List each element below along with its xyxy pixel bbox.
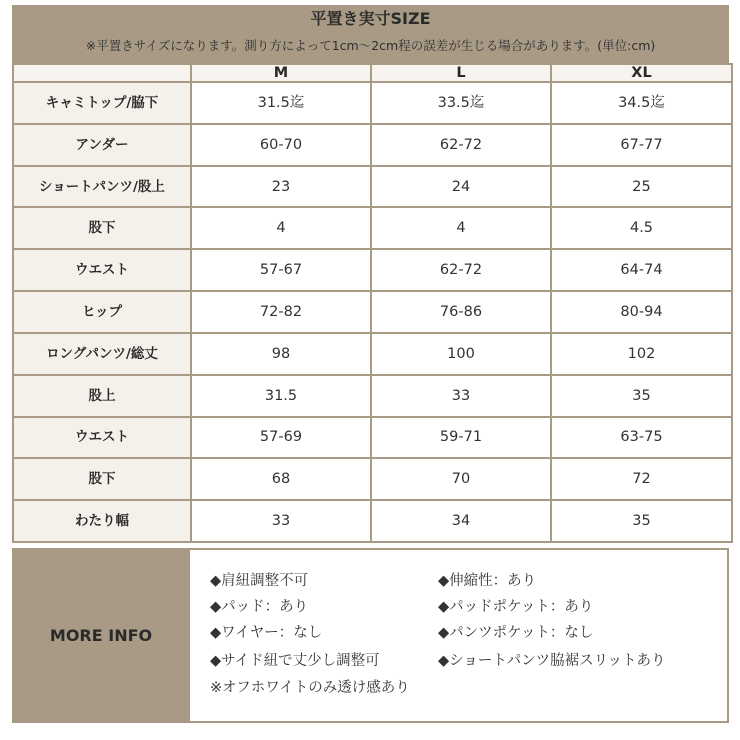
row-label: アンダー (14, 125, 190, 165)
info-item-pad: ◆パッド：あり (210, 599, 309, 615)
cell-value: 33.5迄 (372, 83, 550, 123)
size-chart-title: 平置き実寸SIZE (310, 9, 431, 28)
cell-value: 62-72 (372, 125, 550, 165)
table-row (14, 83, 731, 123)
row-label: わたり幅 (14, 501, 190, 541)
cell-value: 76-86 (372, 292, 550, 332)
cell-value: 33 (192, 501, 370, 541)
info-item-pad-pocket: ◆パッドポケット：あり (438, 599, 594, 615)
row-label: 股下 (14, 208, 190, 248)
cell-value: 102 (552, 334, 731, 374)
row-label: ショートパンツ/股上 (14, 167, 190, 207)
cell-value: 63-75 (552, 418, 731, 458)
row-label: 股下 (14, 459, 190, 499)
cell-value: 67-77 (552, 125, 731, 165)
cell-value: 68 (192, 459, 370, 499)
cell-value: 100 (372, 334, 550, 374)
more-info-label: MORE INFO (49, 626, 153, 645)
column-header-l: L (372, 65, 550, 81)
cell-value: 23 (192, 167, 370, 207)
size-chart-section (12, 5, 729, 543)
row-label: ロングパンツ/総丈 (14, 334, 190, 374)
cell-value: 34.5迄 (552, 83, 731, 123)
cell-value: 57-69 (192, 418, 370, 458)
cell-value: 31.5 (192, 376, 370, 416)
cell-value: 72-82 (192, 292, 370, 332)
cell-value: 62-72 (372, 250, 550, 290)
cell-value: 4 (192, 208, 370, 248)
cell-value: 57-67 (192, 250, 370, 290)
table-corner-cell (14, 65, 190, 81)
row-label: キャミトップ/脇下 (14, 83, 190, 123)
table-row (14, 376, 731, 416)
size-chart-note: ※平置きサイズになります。測り方によって1cm〜2cm程の誤差が生じる場合があります。(単位:cm) (85, 38, 656, 53)
cell-value: 70 (372, 459, 550, 499)
cell-value: 35 (552, 376, 731, 416)
cell-value: 31.5迄 (192, 83, 370, 123)
cell-value: 98 (192, 334, 370, 374)
row-label: ヒップ (14, 292, 190, 332)
cell-value: 35 (552, 501, 731, 541)
cell-value: 72 (552, 459, 731, 499)
cell-value: 25 (552, 167, 731, 207)
cell-value: 4.5 (552, 208, 731, 248)
table-row (14, 501, 731, 541)
column-header-m: M (192, 65, 370, 81)
table-row (14, 459, 731, 499)
cell-value: 34 (372, 501, 550, 541)
table-row (14, 167, 731, 207)
cell-value: 80-94 (552, 292, 731, 332)
table-row (14, 250, 731, 290)
info-item-pants-pocket: ◆パンツポケット：なし (438, 625, 594, 641)
cell-value: 64-74 (552, 250, 731, 290)
size-table (12, 63, 733, 543)
info-item-sheer-note: ※オフホワイトのみ透け感あり (210, 680, 410, 696)
info-item-side-string: ◆サイド紐で丈少し調整可 (210, 653, 380, 669)
table-row (14, 208, 731, 248)
row-label: 股上 (14, 376, 190, 416)
table-header-row (14, 65, 731, 81)
more-info-content (190, 550, 727, 721)
table-row (14, 292, 731, 332)
table-row (14, 125, 731, 165)
info-item-wire: ◆ワイヤー：なし (210, 625, 323, 641)
table-row (14, 418, 731, 458)
table-row (14, 334, 731, 374)
cell-value: 60-70 (192, 125, 370, 165)
cell-value: 4 (372, 208, 550, 248)
info-item-slit: ◆ショートパンツ脇裾スリットあり (438, 653, 666, 669)
cell-value: 33 (372, 376, 550, 416)
row-label: ウエスト (14, 418, 190, 458)
column-header-xl: XL (552, 65, 731, 81)
more-info-section (12, 548, 729, 723)
cell-value: 24 (372, 167, 550, 207)
cell-value: 59-71 (372, 418, 550, 458)
row-label: ウエスト (14, 250, 190, 290)
info-item-stretch: ◆伸縮性：あり (438, 573, 537, 589)
info-item-strap: ◆肩紐調整不可 (210, 573, 309, 589)
